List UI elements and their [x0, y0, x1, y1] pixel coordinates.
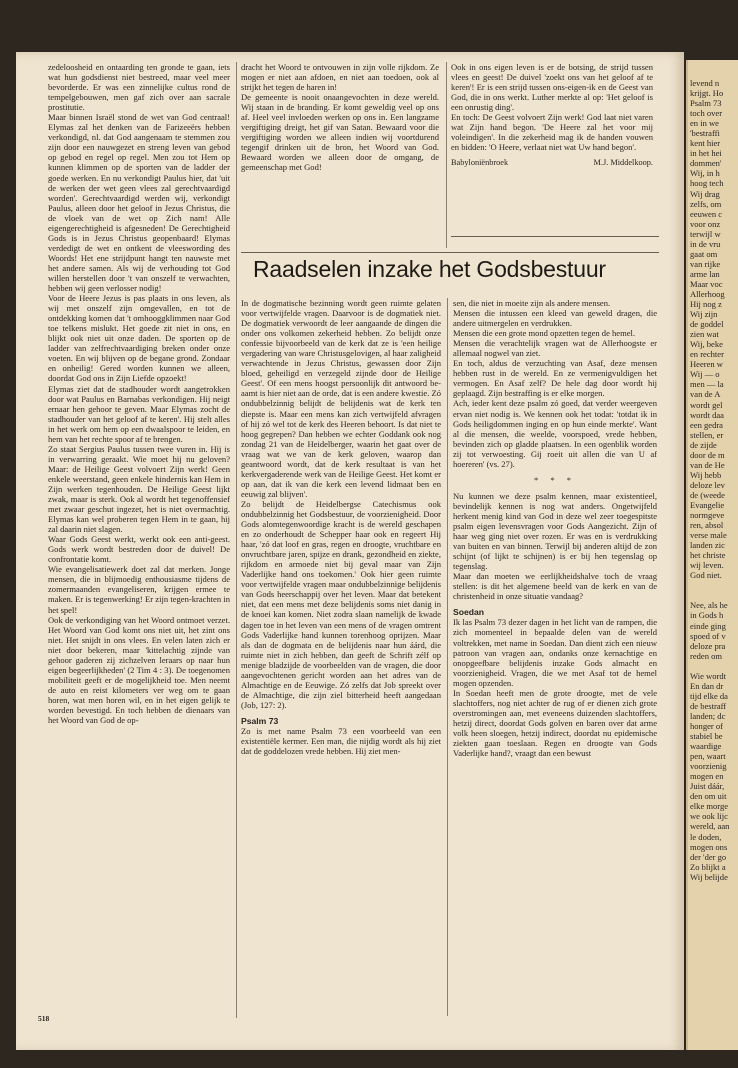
fragment-line: we ook lijc — [690, 811, 728, 822]
paragraph: Waar Gods Geest werkt, werkt ook een anti-geest. Gods werk wordt bestreden door de duivel! De confrontatie komt. — [48, 534, 230, 565]
fragment-line: kent hier — [690, 138, 721, 149]
fragment-line: pen, waart — [690, 751, 726, 762]
paragraph: Nu kunnen we deze psalm kennen, maar existentieel, bevindelijk kennen is nog wat anders. Ongetwijfeld herkent menig kind van God in deze wel zeer toegespitste psalm eigen levensvragen voor Gods Aangezicht. Zijn of haar weg ging niet over rozen. Er was en is verdrukking van buiten en van binnen. Terwijl bij anderen altijd de zon schijnt (of lijkt te schijnen) is er bij hen tegenslag op tegenslag. — [453, 490, 657, 572]
fragment-line: wereld, aan — [690, 821, 730, 832]
fragment-line: levend n — [690, 78, 720, 88]
article-column-1 — [241, 298, 441, 1016]
fragment-line: Juist dáár, — [690, 781, 725, 792]
fragment-line: Wie wordt — [690, 670, 726, 681]
paragraph: Ik las Psalm 73 dezer dagen in het licht van de rampen, die zich momenteel in bepaalde delen van de wereld voltrekken, met name in Soedan. Dan dient zich een nieuw patroon van vragen aan, ondanks onze kernachtige en onopgeefbare belijdenis inzake Gods almacht en voorzienigheid. Vragen, die we met Asaf tot de hemel mogen opzenden. — [453, 617, 657, 688]
fragment-line: En dan dr — [690, 680, 724, 691]
fragment-line: de goddel — [690, 319, 724, 330]
fragment-line: door de m — [690, 449, 725, 460]
fragment-line: wordt gel — [690, 399, 723, 410]
fragment-line: Wij drag — [690, 188, 720, 199]
fragment-line — [690, 590, 738, 600]
previous-article-column-3 — [451, 62, 653, 218]
fragment-line: en rechter — [690, 349, 724, 360]
fragment-line: men — la — [690, 379, 724, 390]
fragment-line: in de vru — [690, 238, 721, 249]
paragraph: Ook in ons eigen leven is er de botsing, de strijd tussen vlees en geest! De duivel 'zoekt ons van het geloof af te keren'! Er is een strijd tussen ons-eigen-ik en de Geest van God, die in ons werkt. Luther merkte al op: 'Het geloof is een onrustig ding'. — [451, 62, 653, 113]
fragment-line: Nee, als he — [690, 600, 728, 611]
paragraph: Zo is met name Psalm 73 een voorbeeld van een existentiële kermer. Een man, die nijdig wordt als hij ziet dat de goddelozen vrede hebben. Hij ziet men- — [241, 725, 441, 757]
paragraph: Voor de Heere Jezus is pas plaats in ons leven, als wij met onszelf zijn omgevallen, en tot de ontdekking komen dat 't omhooggklimmen naar God toe telkens mislukt. Het goede zit niet in ons, en blijkt ook niet uit onze daden. De sporten op de ladder van zelfrechtvaardiging breken onder onze voeten. En wij blijven op de begane grond. Zondaar en onheilig! Gered worden kunnen we alleen, doordat God ons in Zijn Liefde opzoekt! — [48, 293, 230, 384]
fragment-line: ren, absol — [690, 520, 724, 531]
paragraph: Wie evangelisatiewerk doet zal dat merken. Jonge mensen, die in blijmoedig enthousiasme tijdens de zomermaanden evangeliseren, krijgen ermee te maken. Er is tegenwerking! Er zijn tegen-krachten in het spel! — [48, 564, 230, 615]
fragment-line: gaat om — [690, 248, 718, 259]
fragment-line: in Gods h — [690, 610, 724, 621]
fragment-line: le doden, — [690, 831, 722, 842]
fragment-line: voor onz — [690, 218, 721, 229]
fragment-line: stellen, er — [690, 429, 724, 440]
previous-article-column-2 — [241, 62, 439, 248]
scan-bottom-edge — [0, 1050, 738, 1068]
paragraph: dracht het Woord te ontvouwen in zijn volle rijkdom. Ze mogen er niet aan afdoen, en niet aan toedoen, ook al strijkt het tegen de haren in! — [241, 62, 439, 93]
fragment-line: landen; dc — [690, 710, 726, 721]
fragment-line: verse male — [690, 530, 727, 541]
fragment-line: de bestraff — [690, 700, 727, 711]
column-divider — [236, 62, 237, 1018]
fragment-line: Zo blijkt a — [690, 861, 726, 872]
fragment-line: reden om — [690, 650, 723, 661]
fragment-line: arme lan — [690, 268, 720, 279]
fragment-line: stabiel be — [690, 731, 723, 742]
fragment-line: normgeve — [690, 510, 725, 521]
fragment-line: de zijde — [690, 439, 717, 450]
previous-article-column-1 — [48, 62, 230, 1018]
paragraph: Elymas ziet dat de stadhouder wordt aangetrokken door wat Paulus en Barnabas verkondigen. Hij neigt ernaar hen gehoor te geven. Maar Elymas zocht de stadhouder van het geloof af te keren'. Hij stelt alles in het werk om hem op een dwaalspoor te leiden, en hem van het rechte spoor af te brengen. — [48, 383, 230, 444]
paragraph: zedeloosheid en ontaarding ten gronde te gaan, iets wat hun godsdienst niet bestreed, maar veel meer bevorderde. Er was een zinnelijke cultus rond de tempelgebouwen, men gaf zich over aan sacrale prostitutie. — [48, 62, 230, 113]
signature-author: M.J. Middelkoop. — [593, 158, 653, 168]
fragment-line: eeuwen c — [690, 208, 723, 219]
fragment-line: spoed of v — [690, 630, 726, 641]
fragment-line: toch over — [690, 108, 723, 119]
fragment-line: Wij belijde — [690, 871, 728, 882]
column-divider — [446, 62, 447, 248]
fragment-line: van de He — [690, 459, 725, 470]
fragment-line: Wij zijn — [690, 309, 718, 320]
fragment-line: Hij nog z — [690, 299, 722, 310]
fragment-line: dommen' — [690, 158, 722, 169]
paragraph: sen, die niet in moeite zijn als andere mensen. — [453, 298, 611, 308]
fragment-line: Wij, in h — [690, 168, 720, 179]
fragment-line: Heeren w — [690, 359, 723, 370]
fragment-line: Wij — o — [690, 369, 720, 380]
fragment-line: waardige — [690, 741, 722, 752]
headline-top-rule — [241, 252, 659, 253]
fragment-line: de (weede — [690, 489, 725, 500]
paragraph: Zo belijdt de Heidelbergse Catechismus ook ondubbelzinnig het Godsbestuur, de voorzienigheid. Door Gods alomtegenwoordige kracht is de wereld geschapen en zo onderhoudt de Schepper haar ook en regeert Hij haar, 'zó dat loof en gras, regen en droogte, vruchtbare en onvruchtbare jaren, spijze en drank, gezondheid en ziekte, rijkdom en armoede niet bij geval maar van Zijn Vaderlijke hand ons toekomen.' Ook hier geen ruimte voor vertwijfelde vragen maar ondubbelzinnige belijdenis van Gods heerschappij over het leven. Maar dat betekent niet, dat een mens met deze belijdenis soms niet danig in de knoei kan komen. Niet zodra slaan namelijk de kwade dagen toe in het leven van een mens of de vragen omtrent Gods Vaderlijke hand kunnen torenhoog oprijzen. Maar als dan de dogmata en de belijdenis naar hun áárd, die ruimte niet in zich hebben, dan geeft de Schrift zélf op menige bladzijde de voorbeelden van de vragen, die door aangevochtenen gericht worden aan het adres van de Almachtige en de Eeuwige. Zó zelfs dat Job spreekt over de Almachtige, die zijn ziel bitterheid heeft aangedaan (Job, 127: 2). — [241, 498, 441, 710]
facing-page-text-fragment — [690, 78, 738, 1038]
fragment-line: 'bestraffi — [690, 128, 720, 139]
paragraph: In Soedan heeft men de grote droogte, met de vele slachtoffers, nog niet achter de rug of er dienen zich grote overstromingen aan, met eveneens duizenden slachtoffers, hetzij direct, doordat Gods golven en baren over dat arme volk heen sloegen, hetzij indirect, doordat nu epidemische ziekten gaan toeslaan. Regen en droogte van Gods Vaderlijke hand?, vraagt dan een bewust — [453, 687, 657, 759]
soedan-subheading: Soedan — [453, 607, 485, 618]
fragment-line: en in we — [690, 118, 719, 129]
page-number: 518 — [38, 1014, 50, 1023]
paragraph: De gemeente is nooit onaangevochten in deze wereld. Wij staan in de branding. Er komt geweldig veel op ons af. Heel veel invloeden werken op ons in. Een langzame vergiftiging dreigt, het gif van Satan. Bewaard voor die vergiftiging worden we alleen indien wij voortdurend tegengif drinken uit de bron, het Woord van God. Bewaard worden we alleen door de omgang, de gemeenschap met God! — [241, 92, 439, 173]
paragraph: Ook de verkondiging van het Woord ontmoet verzet. Het Woord van God komt ons niet uit, het zint ons niet. Het snijdt in ons vlees. En velen laten zich er niet door bekeren, maar 'kittelachtig zijnde van gehoor gaderen zij zichzelven leraars op naar hun eigen begeerlijkheden' (2 Tim 4 : 3). De toegenomen mobiliteit geeft er de mogelijkheid toe. Men neemt de auto en reist kilometers ver weg om te gaan horen, wat men horen wil, en in het eigen gelijk te worden bevestigd. En toch hebben de dienaars van het Woord van God de op- — [48, 614, 230, 726]
fragment-line: wij leven. — [690, 560, 724, 571]
fragment-line: het christe — [690, 550, 726, 561]
paragraph: Ach, ieder kent deze psalm zó goed, dat verder weergeven ervan niet nodig is. We kennen ook het todat: 'totdat ik in Gods heiligdommen inging en op hun einde merkte'. Want al die mensen, die weelde, voorspoed, vrede hebben, bevinden zich op gladde plaatsen. In een ogenblik worden zij tot verwoesting. Gij roeit uit allen die van U af hoereren' (vs. 27). — [453, 398, 657, 469]
psalm-73-subheading: Psalm 73 — [241, 715, 279, 726]
paragraph: Maar dan moeten we eerlijkheidshalve toch de vraag stellen: is dit het algemene beeld van de kerk en van de christenheid in onze situatie vandaag? — [453, 571, 657, 602]
fragment-line: einde ging — [690, 620, 726, 631]
fragment-line: zien wat — [690, 329, 719, 340]
article-end-rule — [451, 236, 659, 237]
fragment-line: voorzienig — [690, 761, 727, 772]
fragment-line: van rijke — [690, 258, 721, 269]
fragment-line: Allerhoog — [690, 288, 725, 299]
fragment-line: Psalm 73 — [690, 98, 722, 109]
fragment-line: den om uit — [690, 791, 727, 802]
fragment-line: zelfs, om — [690, 198, 722, 209]
fragment-line: der 'der go — [690, 851, 727, 862]
article-column-2 — [453, 298, 657, 1016]
fragment-line: Maar voc — [690, 278, 723, 289]
paragraph: En toch: De Geest volvoert Zijn werk! God laat niet varen wat Zijn hand begon. 'De Heere zal het voor mij voleindigen'. In die zekerheid mag ik de handen vouwen en bidden: 'O Heere, verlaat niet wat Uw hand begon'. — [451, 112, 653, 153]
fragment-line: van de A — [690, 389, 721, 400]
fragment-line: Evangelie — [690, 499, 725, 510]
fragment-line: deloze pra — [690, 640, 726, 651]
paragraph: Maar binnen Israël stond de wet van God centraal! Elymas zal het denken van de Farizeeërs hebben verkondigd, nl. dat God aangenaam te stemmen zou zijn door een nauwgezet en streng leven van gebod op gebod en regel op regel. Men zou tot Hem op kunnen klimmen op de sporten van de ladder der goede werken. En nu verkondigt Paulus hier, dat 'uit de werken der wet geen vlees zal gerechtvaardigd worden'. Gerechtvaardigd werden wij, verkondigt Paulus, alleen door het geloof in Jezus Christus, die de vloek van de wet op Zich nam! Alle eigengerechtigheid is afgesneden! De Gerechtigheid Gods is in Jezus Christus geopenbaard! Elymas verdedigt de wet en ontkent de vleeswording des Woords! Het ene strijdpunt hangt ten nauwste met het andere samen. Als wij de verhouding tot God willen herstellen door 't van onszelf te verwachten, hebben wij geen verlosser nodig! — [48, 112, 230, 294]
fragment-line: deloze lev — [690, 479, 725, 490]
paragraph: En toch, aldus de verzuchting van Asaf, deze mensen hebben rust in de wereld. En ze vermenigvuldigen het vermogen. En Asaf zelf? De hele dag door wordt hij geplaagd. Zijn bestraffing is er elke morgen. — [453, 358, 657, 399]
fragment-line: Wij hebb — [690, 469, 722, 480]
fragment-line — [690, 661, 738, 671]
fragment-line: honger of — [690, 721, 723, 731]
paragraph: Zo staat Sergius Paulus tussen twee vuren in. Hij is in verwarring geraakt. Wie moet hij nu geloven? Maar: de Heilige Geest volvoert Zijn werk! Geen enkele weerstand, geen enkele hindernis kan Hem in Zijn werken tegenhouden. De Heilige Geest lijkt zwak, maar is sterk. Ook al wordt het tegenoffensief met zwaar geschut ingezet, het is niet overmachtig. Elymas kan wel proberen tegen Hem in te gaan, hij zal daarin niet slagen. — [48, 443, 230, 535]
signature-line — [451, 158, 653, 168]
article-headline: Raadselen inzake het Godsbestuur — [253, 256, 606, 282]
fragment-lines — [690, 78, 738, 882]
fragment-line: landen zic — [690, 540, 725, 551]
fragment-line: tijd elke da — [690, 690, 728, 701]
fragment-line: een gedra — [690, 419, 723, 430]
section-break-stars: * * * — [533, 474, 577, 485]
paragraph: Mensen die verachtelijk vragen wat de Allerhoogste er allemaal nogwel van ziet. — [453, 338, 657, 359]
fragment-line: in het hei — [690, 148, 722, 159]
fragment-line: mogen en — [690, 771, 724, 782]
fragment-line: krijgt. Ho — [690, 88, 724, 99]
column-divider — [447, 298, 448, 1016]
fragment-line: mogen ons — [690, 841, 728, 852]
paragraph: In de dogmatische bezinning wordt geen ruimte gelaten voor vertwijfelde vragen. Daarvoor is de dogmatiek niet. De dogmatiek verwoordt de leer aangaande de dingen die onder ons volkomen zekerheid hebben. Zo belijdt onze confessie bijvoorbeeld van de kerk dat ze is 'een heilige vergadering van ware Christusgelovigen, al haar zaligheid verwachtende in Jezus Christus, gewassen door Zijn bloed, geheiligd en verzegeld zijnde door de Heilige Geest'. Of een mens hoogst persoonlijk dit antwoord be-aamt is hier niet aan de orde, dat is een andere kwestie. Zó ondubbelzinnig belijdt de belijdenis wat de kerk ten diepste is. Maar een mens kan zich vertwijfeld afvragen of hij zó wel tot de kerk des Heeren behoort. Is dat niet te hoog gegrepen? Dan hebben we echter Goddank ook nog zondag 21 van de Heidelberger, waarin het gaat over de vraag wat we van de kerk geloven, waarop dan geantwoord wordt, dat de kerk resultaat is van het kerkvergaderende werk van de Heilige Geest. Het komt er op aan, dat ik van die kerk een levend lidmaat ben en eeuwig zal blijven'. — [241, 298, 441, 499]
fragment-line: Wij, beke — [690, 339, 723, 350]
paragraph: Mensen die intussen een kleed van geweld dragen, die andere uitmergelen en verdrukken. — [453, 308, 657, 329]
fragment-line: God niet. — [690, 570, 722, 581]
signature-place: Babyloniënbroek — [451, 158, 509, 168]
fragment-line: terwijl w — [690, 228, 721, 239]
paragraph: Mensen die een grote mond opzetten tegen de hemel. — [453, 328, 636, 339]
fragment-line: wordt daa — [690, 409, 724, 420]
fragment-line — [690, 580, 738, 590]
fragment-line: elke morge — [690, 801, 729, 812]
fragment-line: hoog tech — [690, 178, 724, 189]
